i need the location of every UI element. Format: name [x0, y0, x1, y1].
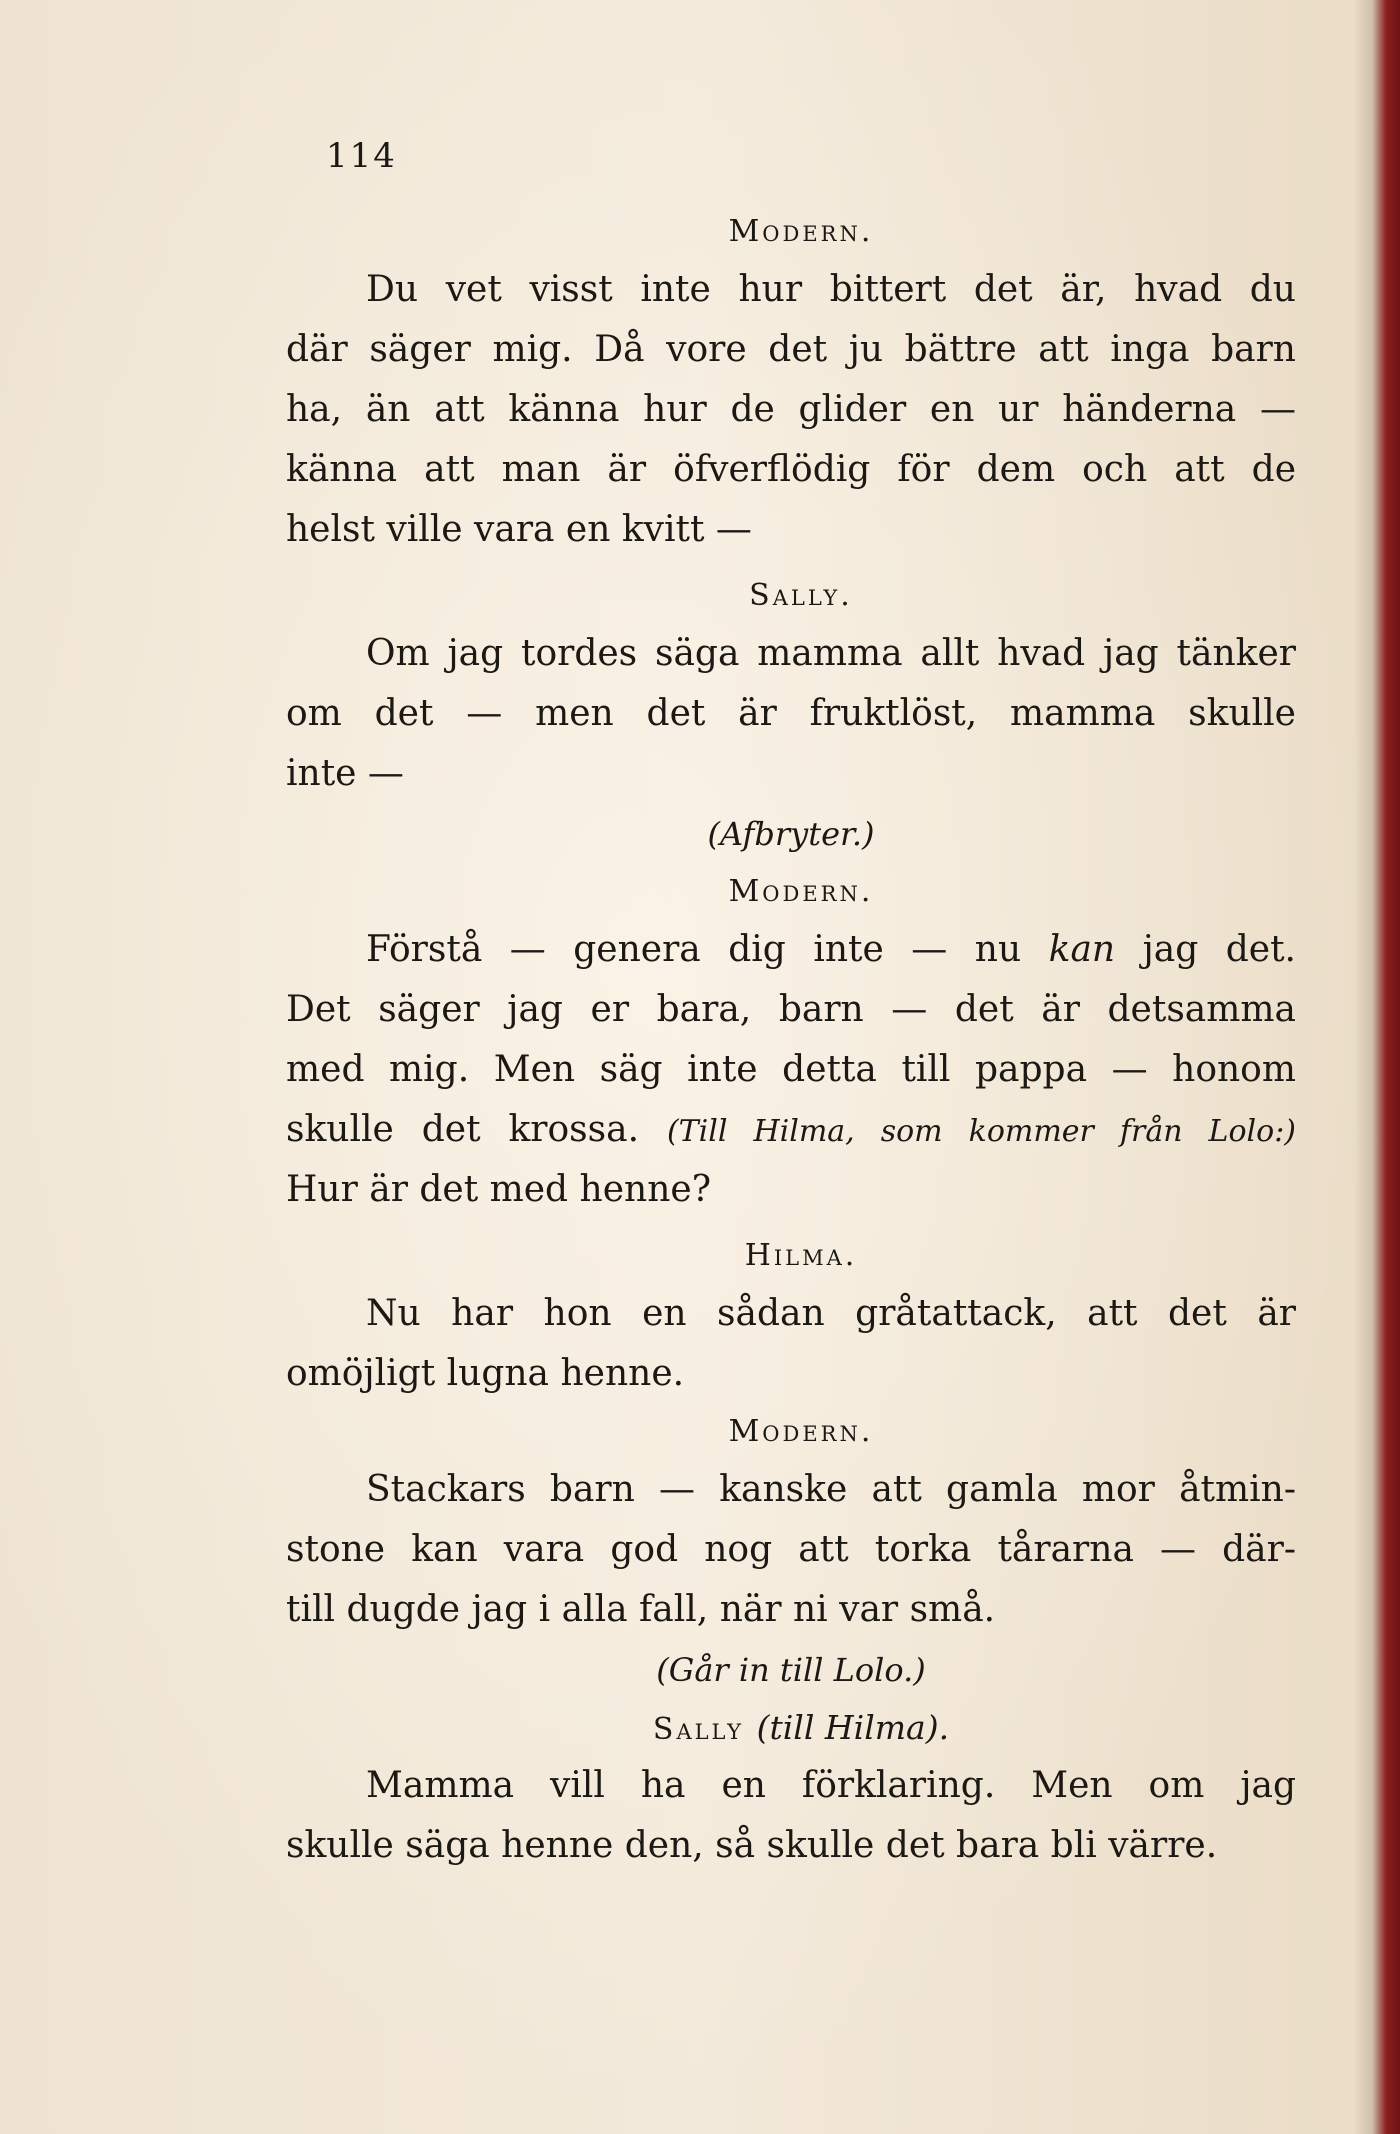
speaker-name: Modern. [728, 214, 874, 249]
dialogue-line: stone kan vara god nog att torka tårarna — där- [286, 1529, 1296, 1570]
speaker-name: Sally. [749, 578, 853, 613]
dialogue-line: Hur är det med henne? [286, 1169, 712, 1210]
speaker-label: Sally [652, 1712, 745, 1747]
dialogue-line: Det säger jag er bara, barn — det är detsamma [286, 989, 1296, 1030]
line-segment: Förstå — genera dig inte — nu [366, 929, 1022, 970]
dialogue-line [286, 1100, 1296, 1160]
emphasized-word: kan [1048, 929, 1116, 970]
dialogue-line: Stackars barn — kanske att gamla mor åtmin- [366, 1469, 1296, 1510]
stage-direction: (Afbryter.) [707, 815, 875, 853]
stage-direction: (Går in till Lolo.) [656, 1651, 926, 1689]
dialogue-line: ha, än att känna hur de glider en ur händerna — [286, 389, 1296, 430]
line-segment: skulle det krossa. [286, 1109, 640, 1150]
speaker-direction: (till Hilma). [756, 1708, 950, 1747]
dialogue-line [286, 920, 1296, 980]
dialogue-line: Nu har hon en sådan gråtattack, att det är [366, 1293, 1296, 1334]
dialogue-line: där säger mig. Då vore det ju bättre att inga barn [286, 329, 1296, 370]
dialogue-line: helst ville vara en kvitt — [286, 509, 752, 550]
speaker-name: Modern. [728, 1414, 874, 1449]
speaker-name: Modern. [728, 874, 874, 909]
line-segment: jag det. [1142, 929, 1296, 970]
inline-stage-direction: (Till Hilma, som kommer från Lolo:) [666, 1114, 1297, 1149]
page-number: 114 [326, 136, 397, 176]
speaker-name [306, 1700, 1296, 1756]
play-text [286, 204, 1296, 1876]
dialogue-line: Mamma vill ha en förklaring. Men om jag [366, 1765, 1296, 1806]
dialogue-line: om det — men det är fruktlöst, mamma skulle [286, 693, 1296, 734]
speaker-name: Hilma. [744, 1238, 858, 1273]
dialogue-line: Du vet visst inte hur bittert det är, hvad du [366, 269, 1296, 310]
dialogue-line: känna att man är öfverflödig för dem och att de [286, 449, 1296, 490]
dialogue-line: till dugde jag i alla fall, när ni var små. [286, 1589, 996, 1630]
dialogue-line: Om jag tordes säga mamma allt hvad jag tänker [366, 633, 1296, 674]
dialogue-line: skulle säga henne den, så skulle det bara bli värre. [286, 1825, 1218, 1866]
dialogue-line: inte — [286, 753, 404, 794]
dialogue-line: omöjligt lugna henne. [286, 1353, 685, 1394]
dialogue-line: med mig. Men säg inte detta till pappa — honom [286, 1049, 1296, 1090]
book-spine-edge [1354, 0, 1400, 2134]
